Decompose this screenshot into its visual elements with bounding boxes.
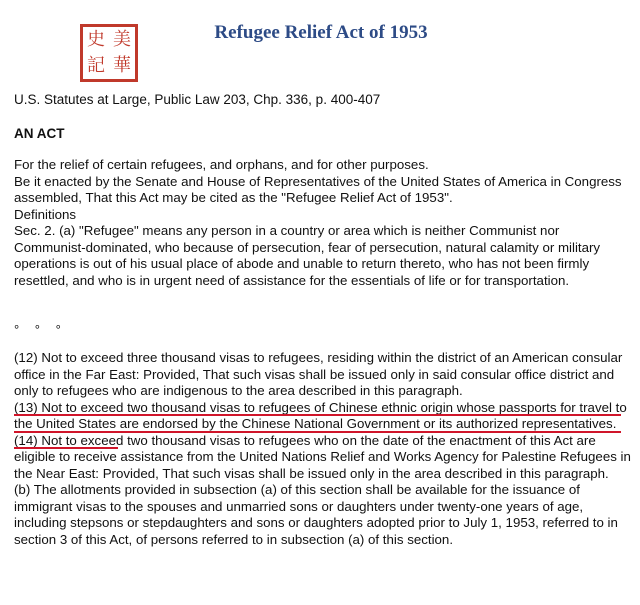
citation: U.S. Statutes at Large, Public Law 203, Chp. 336, p. 400-407 [14,92,381,107]
section-heading: Definitions [14,206,77,222]
paragraph-13-highlighted: (13) Not to exceed two thousand visas to refugees of Chinese ethnic origin whose passports for travel to the United States are endorsed by the Chinese National Government or its authorized representatives. [14,399,627,431]
seal-char: 美 [113,29,131,50]
highlight-underline [14,414,621,416]
seal-char: 華 [113,55,131,76]
ellipsis-marker: ° ° ° [14,322,67,337]
seal-char: 史 [87,29,105,50]
highlight-underline [14,431,621,433]
provisions-section [14,350,634,548]
intro-section [14,157,634,289]
paragraph-12: (12) Not to exceed three thousand visas to refugees, residing within the district of an American consular office in the Far East: Provided, That such visas shall be issued only in said consular office district and only to refugees who are indigenous to the area described in this paragraph. [14,350,623,398]
act-heading: AN ACT [14,126,65,141]
intro-paragraph: Be it enacted by the Senate and House of Representatives of the United States of America in Congress assembled, That this Act may be cited as the "Refugee Relief Act of 1953". [14,173,622,205]
paragraph-14: (14) Not to exceed two thousand visas to refugees who on the date of the enactment of this Act are eligible to receive assistance from the United Nations Relief and Works Agency for Palestine Refugees in the Near East: Provided, That such visas shall be issued only in the area described in this paragraph. [14,432,631,481]
definition-paragraph: Sec. 2. (a) "Refugee" means any person in a country or area which is neither Communist nor Communist-dominated, who because of persecution, fear of persecution, natural calamity or military operations is out of his usual place of abode and unable to return thereto, who has not been firmly resettled, and who is in urgent need of assistance for the essentials of life or for transportation. [14,223,601,288]
page-title: Refugee Relief Act of 1953 [214,22,428,43]
seal-char: 記 [87,55,105,76]
paragraph-b: (b) The allotments provided in subsection (a) of this section shall be available for the issuance of immigrant visas to the spouses and unmarried sons or daughters under twenty-one years of age, including stepsons or stepdaughters and sons or daughters adopted prior to July 1, 1953, referred to in section 3 of this Act, of persons referred to in subsection (a) of this section. [14,482,618,547]
highlight-underline [14,447,118,449]
intro-paragraph: For the relief of certain refugees, and orphans, and for other purposes. [14,157,429,172]
